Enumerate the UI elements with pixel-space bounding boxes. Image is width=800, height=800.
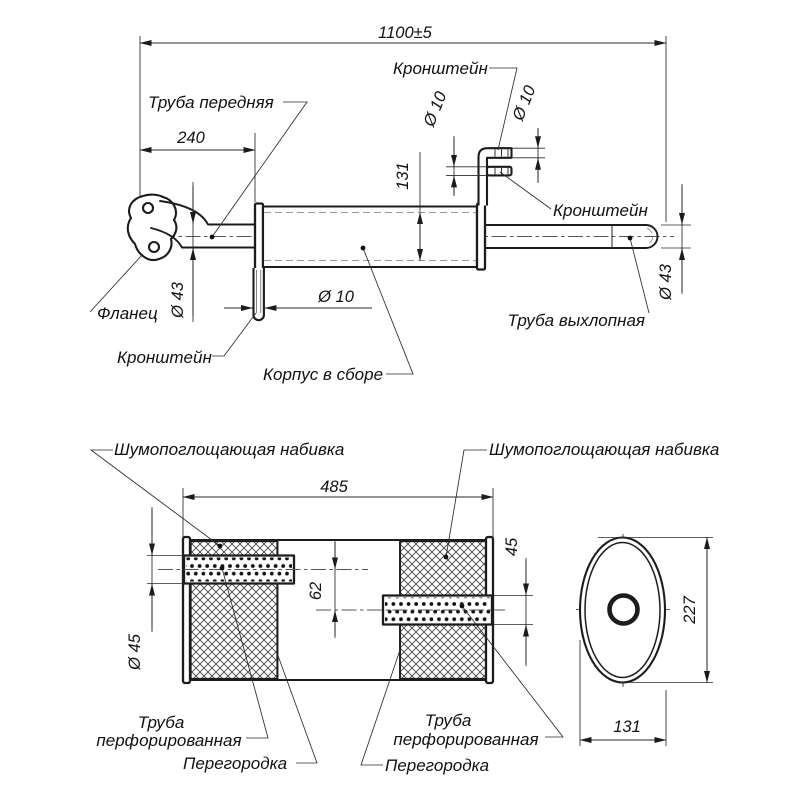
dim-inlet-pipe-dia — [126, 507, 184, 671]
body-end-cap-right — [477, 204, 485, 270]
dim-inlet-offset-text: 131 — [394, 162, 412, 190]
label-stuffing-right: Шумопоглощающая набивка — [489, 440, 720, 459]
body-end-cap-left — [255, 204, 263, 270]
label-baffle-left: Перегородка — [183, 754, 288, 773]
dim-outlet-pipe-dia — [494, 537, 533, 666]
label-bracket-top: Кронштейн — [393, 59, 488, 78]
flange-bolt-hole-bottom — [149, 242, 159, 252]
leader-bracket-right — [500, 172, 551, 209]
label-baffle-right: Перегородка — [385, 756, 490, 775]
dim-shell-length-text: 485 — [320, 478, 348, 496]
dim-overall-length — [140, 24, 666, 222]
label-bracket-right: Кронштейн — [553, 201, 648, 220]
dim-overall-length-text: 1100±5 — [378, 24, 432, 42]
dim-inlet-pipe-dia-text: Ø 45 — [126, 634, 144, 670]
stuffing-left-upper — [191, 542, 277, 556]
dim-hanger-pin-text: Ø 10 — [318, 288, 354, 306]
side-view — [90, 24, 691, 384]
label-bracket-left: Кронштейн — [117, 348, 212, 367]
leader-stuffing-left — [91, 450, 222, 548]
end-view — [576, 534, 713, 746]
label-perforated-pipe-right-1: Труба — [424, 711, 472, 730]
dim-bracket-pin-b — [509, 82, 545, 183]
dim-shell-height-text: 227 — [681, 596, 699, 624]
label-exhaust-pipe: Труба выхлопная — [507, 311, 645, 330]
body-shell — [263, 207, 477, 268]
dim-front-pipe-dia-text: Ø 43 — [169, 282, 187, 318]
dim-pipe-center-offset-text: 62 — [307, 581, 325, 601]
leader-bracket-left — [212, 313, 256, 356]
dim-front-pipe-length — [140, 129, 255, 202]
label-front-pipe: Труба передняя — [148, 93, 274, 112]
label-perforated-pipe-left-2: перфорированная — [96, 731, 242, 750]
flange-bolt-hole-top — [143, 203, 153, 213]
dim-bracket-pin-a — [420, 88, 487, 196]
dim-exhaust-pipe-dia-text: Ø 43 — [657, 264, 675, 300]
label-flange: Фланец — [97, 304, 158, 323]
dim-shell-width-text: 131 — [613, 718, 641, 736]
label-body-assembly: Корпус в сборе — [263, 365, 384, 384]
stuffing-right-lower — [400, 625, 486, 679]
dim-bracket-pin-a-text: Ø 10 — [420, 89, 451, 130]
outlet-hole — [610, 596, 638, 624]
dim-hanger-pin — [224, 288, 372, 308]
dim-bracket-pin-b-text: Ø 10 — [509, 83, 540, 124]
dim-shell-length — [183, 478, 493, 539]
hanger-rod — [254, 268, 264, 320]
dim-front-pipe-length-text: 240 — [177, 129, 205, 147]
dim-exhaust-pipe-dia — [657, 184, 691, 301]
label-stuffing-left: Шумопоглощающая набивка — [114, 440, 345, 459]
stuffing-left-lower — [191, 584, 277, 679]
dim-outlet-pipe-dia-text: 45 — [503, 537, 521, 557]
label-perforated-pipe-left-1: Труба — [137, 713, 185, 732]
stuffing-right-upper — [400, 542, 486, 596]
label-perforated-pipe-right-2: перфорированная — [393, 730, 539, 749]
